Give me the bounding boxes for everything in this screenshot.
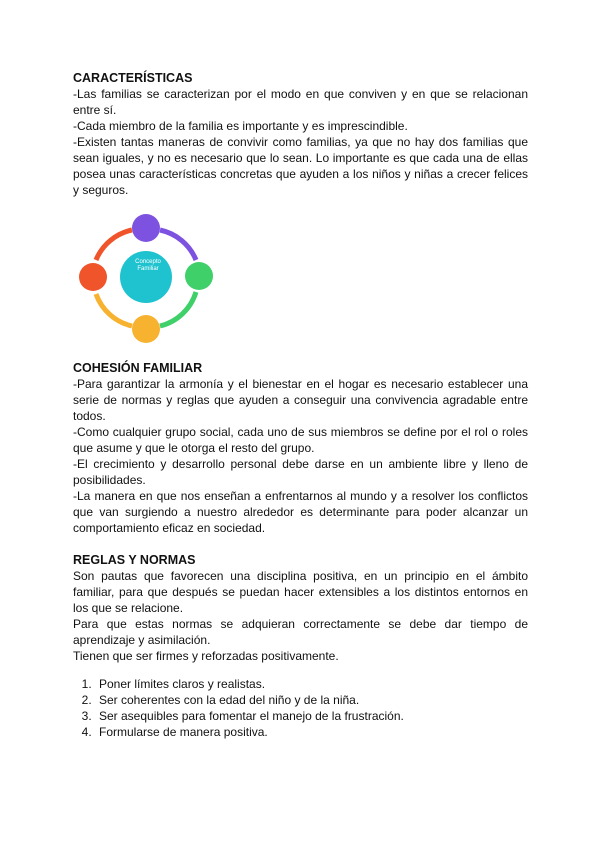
paragraph: -Para garantizar la armonía y el bienestar en el hogar es necesario establecer una serie de normas y reglas que ayuden a conseguir una convivencia agradable entre todos.	[73, 377, 528, 423]
node-top	[132, 214, 160, 242]
cycle-graphic	[76, 214, 226, 344]
arc-top-right	[160, 230, 196, 260]
arc-bottom-left	[96, 294, 132, 326]
center-node-label: Concepto Familiar	[135, 259, 161, 272]
list-item: 4. Formularse de manera positiva.	[95, 724, 528, 740]
section-reglas	[73, 552, 528, 740]
document-page	[73, 70, 528, 756]
section-cohesion	[73, 360, 528, 536]
paragraph: -Cada miembro de la familia es importante y es imprescindible.	[73, 119, 408, 133]
paragraph: -Existen tantas maneras de convivir como familias, ya que no hay dos familias que sean iguales, y no es necesario que lo sean. Lo importante es que cada una de ellas posea unas características concretas que ayuden a los niños y niñas a crecer felices y seguros.	[73, 135, 528, 197]
node-right	[185, 262, 213, 290]
rules-list	[73, 676, 528, 740]
paragraph: -Las familias se caracterizan por el modo en que conviven y en que se relacionan entre sí.	[73, 87, 528, 117]
list-item: 1. Poner límites claros y realistas.	[95, 676, 528, 692]
paragraph: Tienen que ser firmes y reforzadas positivamente.	[73, 649, 339, 663]
list-item: 2. Ser coherentes con la edad del niño y de la niña.	[95, 692, 528, 708]
family-cycle-diagram	[76, 214, 226, 344]
node-bottom	[132, 315, 160, 343]
heading-reglas: REGLAS Y NORMAS	[73, 553, 196, 567]
paragraph: -El crecimiento y desarrollo personal debe darse en un ambiente libre y lleno de posibilidades.	[73, 457, 528, 487]
paragraph: Para que estas normas se adquieran correctamente se debe dar tiempo de aprendizaje y asimilación.	[73, 617, 528, 647]
list-item: 3. Ser asequibles para fomentar el manejo de la frustración.	[95, 708, 528, 724]
node-left	[79, 263, 107, 291]
paragraph: -Como cualquier grupo social, cada uno de sus miembros se define por el rol o roles que asume y que le otorga el resto del grupo.	[73, 425, 528, 455]
arc-left-top	[96, 230, 132, 260]
arc-right-bottom	[160, 292, 196, 326]
section-caracteristicas	[73, 70, 528, 198]
paragraph: -La manera en que nos enseñan a enfrentarnos al mundo y a resolver los conflictos que van surgiendo a nuestro alrededor es determinante para poder alcanzar un comportamiento eficaz en sociedad.	[73, 489, 528, 535]
heading-caracteristicas: CARACTERÍSTICAS	[73, 71, 193, 85]
paragraph: Son pautas que favorecen una disciplina positiva, en un principio en el ámbito familiar, para que después se puedan hacer extensibles a los distintos entornos en los que se relacione.	[73, 569, 528, 615]
heading-cohesion: COHESIÓN FAMILIAR	[73, 361, 203, 375]
